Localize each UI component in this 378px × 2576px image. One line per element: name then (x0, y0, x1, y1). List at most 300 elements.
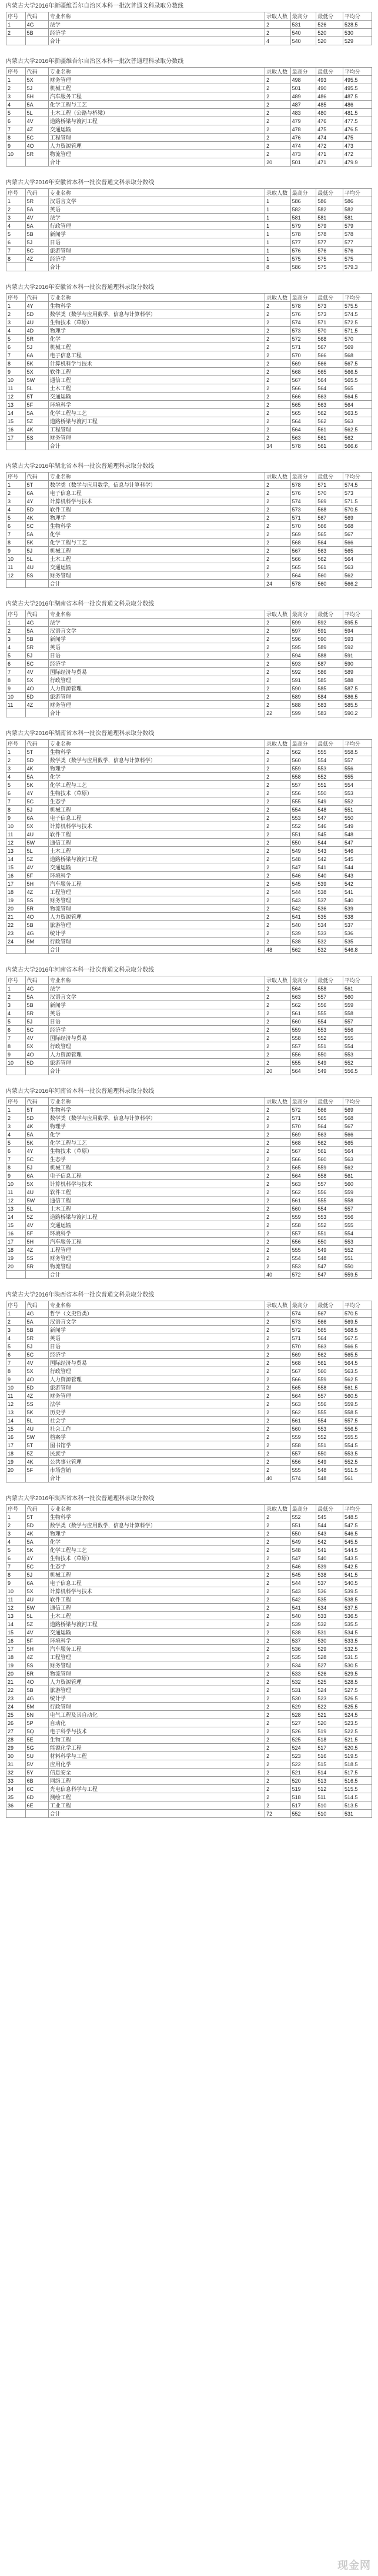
table-cell: 556 (343, 1026, 372, 1034)
table-cell: 5M (25, 938, 48, 946)
table-cell: 592 (316, 619, 343, 627)
table-cell: 4G (25, 1694, 48, 1703)
table-cell: 563 (290, 1180, 316, 1188)
table-row (6, 1246, 372, 1254)
column-header-max: 最高分 (290, 12, 316, 21)
table-cell: 财务管理 (48, 434, 265, 442)
table-cell: 565 (290, 1164, 316, 1172)
table-cell: 548 (290, 1546, 316, 1554)
table-cell: 20 (265, 1067, 291, 1075)
table-cell: 523 (316, 1694, 343, 1703)
table-cell: 532 (316, 1620, 343, 1628)
table-row (6, 1604, 372, 1612)
table-row (6, 1309, 372, 1318)
table-cell: 4Z (25, 1246, 48, 1254)
table-cell: 5C (25, 1155, 48, 1164)
table-cell: 2 (265, 660, 291, 668)
table-cell: 570 (316, 327, 343, 335)
table-cell: 537 (316, 1579, 343, 1587)
table-row (6, 1359, 372, 1367)
table-cell: 行政管理 (48, 1703, 265, 1711)
table-cell: 2 (265, 773, 291, 781)
table-cell: 575 (316, 263, 343, 271)
table-cell: 540 (316, 1554, 343, 1563)
table-cell: 化学 (48, 335, 265, 343)
table-cell: 475 (316, 125, 343, 134)
table-cell: 2 (265, 310, 291, 318)
table-cell: 2 (265, 1400, 291, 1408)
table-cell: 国际经济与贸易 (48, 1034, 265, 1042)
table-cell: 英语 (48, 1334, 265, 1342)
table-cell: 539.5 (343, 1587, 372, 1596)
table-cell: 2 (265, 1196, 291, 1205)
table-cell: 554 (343, 781, 372, 789)
table-cell: 578 (343, 230, 372, 238)
table-cell: 11 (6, 1596, 26, 1604)
table-cell: 530 (343, 29, 372, 37)
column-header-no: 序号 (6, 976, 26, 985)
table-cell: 569 (290, 1351, 316, 1359)
table-row (6, 830, 372, 839)
score-table (6, 67, 372, 167)
column-header-admitted: 录取人数 (265, 68, 291, 76)
table-cell: 560 (316, 571, 343, 580)
table-cell: 575 (290, 255, 316, 263)
table-cell (6, 709, 26, 717)
table-row (6, 635, 372, 643)
table-cell: 2 (265, 797, 291, 806)
table-cell (25, 1067, 48, 1075)
table-cell: 536 (316, 905, 343, 913)
table-cell: 2 (265, 896, 291, 905)
table-cell: 526 (316, 1670, 343, 1678)
table-cell: 2 (265, 1736, 291, 1744)
table-cell: 568 (290, 539, 316, 547)
table-cell: 12 (6, 839, 26, 847)
table-cell: 567 (290, 376, 316, 384)
table-cell: 551 (316, 1441, 343, 1450)
column-header-admitted: 录取人数 (265, 1505, 291, 1513)
table-cell: 公共事业管理 (48, 1458, 265, 1466)
table-cell: 2 (265, 117, 291, 125)
column-header-avg: 平均分 (343, 473, 372, 481)
table-cell: 生物科学 (48, 1106, 265, 1114)
table-cell: 行政管理 (48, 222, 265, 230)
table-cell: 6 (6, 1147, 26, 1155)
table-cell: 5J (25, 547, 48, 555)
table-cell: 540 (290, 29, 316, 37)
table-cell: 4U (25, 1425, 48, 1433)
table-cell: 旅游管理 (48, 1384, 265, 1392)
table-cell: 30 (6, 1752, 26, 1760)
table-cell: 554 (316, 756, 343, 765)
table-cell: 道路桥梁与渡河工程 (48, 1620, 265, 1628)
table-cell: 1 (265, 230, 291, 238)
table-cell: 544.5 (343, 1546, 372, 1554)
table-cell: 5V (25, 1760, 48, 1769)
table-cell: 570 (290, 522, 316, 530)
table-cell: 2 (265, 1661, 291, 1670)
table-row (6, 1367, 372, 1375)
table-cell: 4O (25, 142, 48, 150)
table-cell: 5S (25, 1661, 48, 1670)
table-cell: 9 (6, 1051, 26, 1059)
table-cell: 537 (290, 1637, 316, 1645)
table-row (6, 1001, 372, 1009)
table-cell: 576 (343, 247, 372, 255)
table-cell: 2 (265, 880, 291, 888)
table-cell: 542 (316, 855, 343, 863)
column-header-major: 专业名称 (48, 740, 265, 748)
table-cell: 16 (6, 1229, 26, 1238)
table-cell: 旅游管理 (48, 921, 265, 929)
table-cell: 5E (25, 1736, 48, 1744)
table-row (6, 1521, 372, 1530)
table-cell: 化学 (48, 530, 265, 539)
table-cell: 11 (6, 1188, 26, 1196)
table-cell: 533.5 (343, 1637, 372, 1645)
table-cell: 哲学（文史哲类） (48, 1309, 265, 1318)
table-cell: 29 (6, 1744, 26, 1752)
table-cell: 536 (290, 1645, 316, 1653)
table-cell: 551 (290, 1521, 316, 1530)
table-cell: 546 (290, 1563, 316, 1571)
table-cell: 2 (265, 1254, 291, 1262)
table-cell: 590.2 (343, 709, 372, 717)
table-cell: 5K (25, 539, 48, 547)
table-cell: 17 (6, 434, 26, 442)
table-cell: 567 (343, 1122, 372, 1131)
table-cell: 540 (290, 1612, 316, 1620)
table-cell: 565 (316, 530, 343, 539)
table-cell: 7 (6, 351, 26, 360)
table-cell: 590 (316, 635, 343, 643)
table-cell: 财务管理 (48, 1661, 265, 1670)
table-cell: 7 (6, 1034, 26, 1042)
column-header-max: 最高分 (290, 610, 316, 619)
table-cell: 人力资源管理 (48, 1051, 265, 1059)
table-cell: 514.5 (343, 1793, 372, 1801)
table-cell: 2 (265, 150, 291, 158)
table-cell: 520 (316, 37, 343, 45)
table-cell: 561 (343, 1474, 372, 1483)
table-cell: 24 (6, 1703, 26, 1711)
table-cell (25, 1810, 48, 1818)
table-row (6, 1114, 372, 1122)
table-cell: 5M (25, 1703, 48, 1711)
table-cell: 5 (6, 781, 26, 789)
table-cell: 562 (343, 434, 372, 442)
table-cell: 2 (265, 938, 291, 946)
table-cell: 8 (6, 1164, 26, 1172)
table-cell: 信息安全 (48, 1769, 265, 1777)
table-cell: 555 (290, 1246, 316, 1254)
table-cell: 553 (343, 1051, 372, 1059)
table-cell: 6C (25, 1785, 48, 1793)
table-cell: 544 (316, 1521, 343, 1530)
section-title: 内蒙古大学2016年新疆维吾尔自治区本科一批次普通理科录取分数线 (6, 58, 184, 65)
table-cell: 518 (316, 1736, 343, 1744)
table-cell: 5S (25, 571, 48, 580)
table-cell: 571 (290, 343, 316, 351)
table-row (6, 426, 372, 434)
table-row (6, 1342, 372, 1351)
table-cell: 日语 (48, 652, 265, 660)
table-cell: 法学 (48, 619, 265, 627)
table-cell: 5Z (25, 855, 48, 863)
column-header-avg: 平均分 (343, 294, 372, 302)
column-header-no: 序号 (6, 740, 26, 748)
table-row (6, 555, 372, 563)
table-cell: 564 (290, 985, 316, 993)
table-cell: 2 (265, 1554, 291, 1563)
table-cell: 552 (316, 1433, 343, 1441)
table-cell: 35 (6, 1793, 26, 1801)
table-cell: 6 (6, 522, 26, 530)
column-header-admitted: 录取人数 (265, 610, 291, 619)
table-cell: 数学类（数学与应用数学，信息与计算科学） (48, 310, 265, 318)
table-cell: 5Y (25, 1769, 48, 1777)
table-cell: 2 (6, 627, 26, 635)
table-cell: 577 (343, 238, 372, 247)
table-cell: 578 (290, 481, 316, 489)
score-table (6, 610, 372, 717)
table-cell: 道路桥梁与渡河工程 (48, 117, 265, 125)
table-row (6, 1059, 372, 1067)
table-cell: 4Y (25, 1147, 48, 1155)
table-cell: 574 (290, 318, 316, 327)
table-row (6, 109, 372, 117)
table-cell: 5B (25, 230, 48, 238)
table-cell: 562 (316, 409, 343, 417)
table-cell: 16 (6, 426, 26, 434)
table-cell: 569 (290, 530, 316, 539)
table-cell: 4 (6, 101, 26, 109)
table-cell: 2 (6, 1521, 26, 1530)
table-cell: 568 (290, 1359, 316, 1367)
table-cell: 旅游管理 (48, 693, 265, 701)
table-cell: 行政管理 (48, 1367, 265, 1375)
table-cell: 523 (290, 1752, 316, 1760)
table-cell: 476 (316, 117, 343, 125)
table-cell: 化学工程与工艺 (48, 781, 265, 789)
table-cell: 565.5 (343, 1351, 372, 1359)
table-cell: 565 (343, 384, 372, 393)
table-cell: 5U (25, 1752, 48, 1760)
table-cell: 481.5 (343, 109, 372, 117)
table-cell: 556 (316, 1400, 343, 1408)
table-cell: 540 (343, 896, 372, 905)
table-cell: 2 (265, 21, 291, 29)
table-cell: 527.5 (343, 1686, 372, 1694)
column-header-admitted: 录取人数 (265, 1098, 291, 1106)
table-cell: 579 (343, 222, 372, 230)
table-cell: 5R (25, 1009, 48, 1018)
table-cell: 547 (316, 1262, 343, 1271)
table-cell: 2 (265, 1769, 291, 1777)
column-header-code: 代码 (25, 189, 48, 197)
table-row (6, 1042, 372, 1051)
table-row (6, 1408, 372, 1417)
table-cell: 2 (265, 481, 291, 489)
total-row (6, 263, 372, 271)
table-cell: 549 (316, 797, 343, 806)
table-cell: 12 (6, 1196, 26, 1205)
table-cell: 562 (316, 417, 343, 426)
table-cell: 7 (6, 797, 26, 806)
table-cell: 经济学 (48, 1351, 265, 1359)
table-cell: 5W (25, 1604, 48, 1612)
table-cell: 软件工程 (48, 368, 265, 376)
table-cell: 562.5 (343, 426, 372, 434)
table-cell: 4K (25, 1458, 48, 1466)
table-cell: 3 (6, 1122, 26, 1131)
table-cell: 化学工程与工艺 (48, 101, 265, 109)
table-cell: 4U (25, 830, 48, 839)
table-cell: 591 (343, 652, 372, 660)
table-cell: 土木工程 (48, 555, 265, 563)
table-cell: 17 (6, 1441, 26, 1450)
table-cell: 6 (6, 117, 26, 125)
table-cell: 机械工程 (48, 806, 265, 814)
table-cell: 25 (6, 1711, 26, 1719)
table-cell: 550 (316, 1238, 343, 1246)
table-cell: 490 (316, 84, 343, 92)
table-cell: 2 (265, 109, 291, 117)
table-cell: 机械工程 (48, 343, 265, 351)
table-cell: 8 (6, 360, 26, 368)
table-cell: 5T (25, 393, 48, 401)
table-cell: 13 (6, 1408, 26, 1417)
table-cell: 4G (25, 21, 48, 29)
table-cell: 法学 (48, 21, 265, 29)
table-cell: 2 (265, 872, 291, 880)
table-cell: 558 (316, 985, 343, 993)
table-cell: 558.5 (343, 1408, 372, 1417)
table-cell: 562 (343, 1164, 372, 1172)
table-cell: 5Z (25, 1450, 48, 1458)
table-cell: 4V (25, 117, 48, 125)
table-row (6, 1645, 372, 1653)
table-cell: 40 (265, 1474, 291, 1483)
table-cell: 524 (316, 1686, 343, 1694)
table-cell: 环境科学 (48, 1637, 265, 1645)
table-cell: 2 (265, 1579, 291, 1587)
table-cell: 档案学 (48, 1433, 265, 1441)
table-cell: 生物技术（草原） (48, 789, 265, 797)
table-cell: 560 (316, 1367, 343, 1375)
table-cell: 534 (316, 1604, 343, 1612)
table-cell: 5 (6, 230, 26, 238)
table-row (6, 1051, 372, 1059)
section-title: 内蒙古大学2016年安徽省本科一批次普通理科录取分数线 (6, 284, 155, 291)
table-cell: 556.5 (343, 1067, 372, 1075)
table-cell: 23 (6, 929, 26, 938)
table-cell: 555 (316, 748, 343, 756)
table-cell: 2 (265, 1466, 291, 1474)
table-cell: 环境科学 (48, 872, 265, 880)
table-cell: 2 (265, 1309, 291, 1318)
table-cell: 3 (6, 497, 26, 506)
table-cell: 571 (316, 481, 343, 489)
table-cell: 4K (25, 765, 48, 773)
table-cell: 479 (290, 117, 316, 125)
table-cell: 566.2 (343, 580, 372, 588)
table-cell: 572 (290, 1326, 316, 1334)
table-cell: 2 (265, 1155, 291, 1164)
column-header-no: 序号 (6, 473, 26, 481)
table-cell: 交通运输 (48, 863, 265, 872)
table-cell: 540 (290, 37, 316, 45)
table-cell: 经济学 (48, 255, 265, 263)
table-cell: 541 (316, 1546, 343, 1554)
table-cell: 565 (343, 547, 372, 555)
table-cell: 2 (265, 92, 291, 101)
table-cell: 587.5 (343, 684, 372, 693)
table-cell: 545.5 (343, 1538, 372, 1546)
table-cell: 16 (6, 872, 26, 880)
table-cell: 5J (25, 806, 48, 814)
table-row (6, 985, 372, 993)
table-cell: 4V (25, 1628, 48, 1637)
table-cell: 550 (316, 1051, 343, 1059)
table-cell: 汽车服务工程 (48, 880, 265, 888)
table-cell: 522 (316, 1703, 343, 1711)
table-cell: 562 (343, 571, 372, 580)
table-cell: 2 (265, 1637, 291, 1645)
table-cell: 道路桥梁与渡河工程 (48, 417, 265, 426)
table-cell: 566 (316, 1318, 343, 1326)
table-cell: 5X (25, 76, 48, 84)
table-cell: 2 (265, 1351, 291, 1359)
table-cell: 8 (6, 255, 26, 263)
table-row (6, 214, 372, 222)
column-header-no: 序号 (6, 189, 26, 197)
table-cell: 3 (6, 635, 26, 643)
table-row (6, 1334, 372, 1342)
table-cell: 595.5 (343, 619, 372, 627)
table-cell: 2 (265, 134, 291, 142)
table-cell: 18 (6, 1653, 26, 1661)
table-cell: 551.5 (343, 1466, 372, 1474)
table-cell: 化学工程与工艺 (48, 1139, 265, 1147)
table-cell: 5S (25, 434, 48, 442)
column-header-code: 代码 (25, 473, 48, 481)
table-row (6, 1318, 372, 1326)
table-cell: 8 (6, 1571, 26, 1579)
table-cell: 549 (316, 1059, 343, 1067)
table-cell: 570 (343, 335, 372, 343)
table-cell: 16 (6, 1637, 26, 1645)
table-cell: 517 (316, 1744, 343, 1752)
table-cell: 4Z (25, 701, 48, 709)
table-row (6, 921, 372, 929)
table-cell: 1 (265, 247, 291, 255)
table-cell: 518.5 (343, 1760, 372, 1769)
score-table (6, 1097, 372, 1279)
table-cell: 557 (316, 1180, 343, 1188)
table-cell: 5K (25, 360, 48, 368)
table-row (6, 1221, 372, 1229)
table-row (6, 393, 372, 401)
table-cell: 数学类（数学与应用数学，信息与计算科学） (48, 1521, 265, 1530)
table-cell: 工程管理 (48, 1653, 265, 1661)
table-cell: 生物工程 (48, 1736, 265, 1744)
column-header-min: 最低分 (316, 740, 343, 748)
table-cell: 合计 (48, 158, 265, 167)
table-cell: 516 (316, 1752, 343, 1760)
table-cell: 5 (6, 1546, 26, 1554)
